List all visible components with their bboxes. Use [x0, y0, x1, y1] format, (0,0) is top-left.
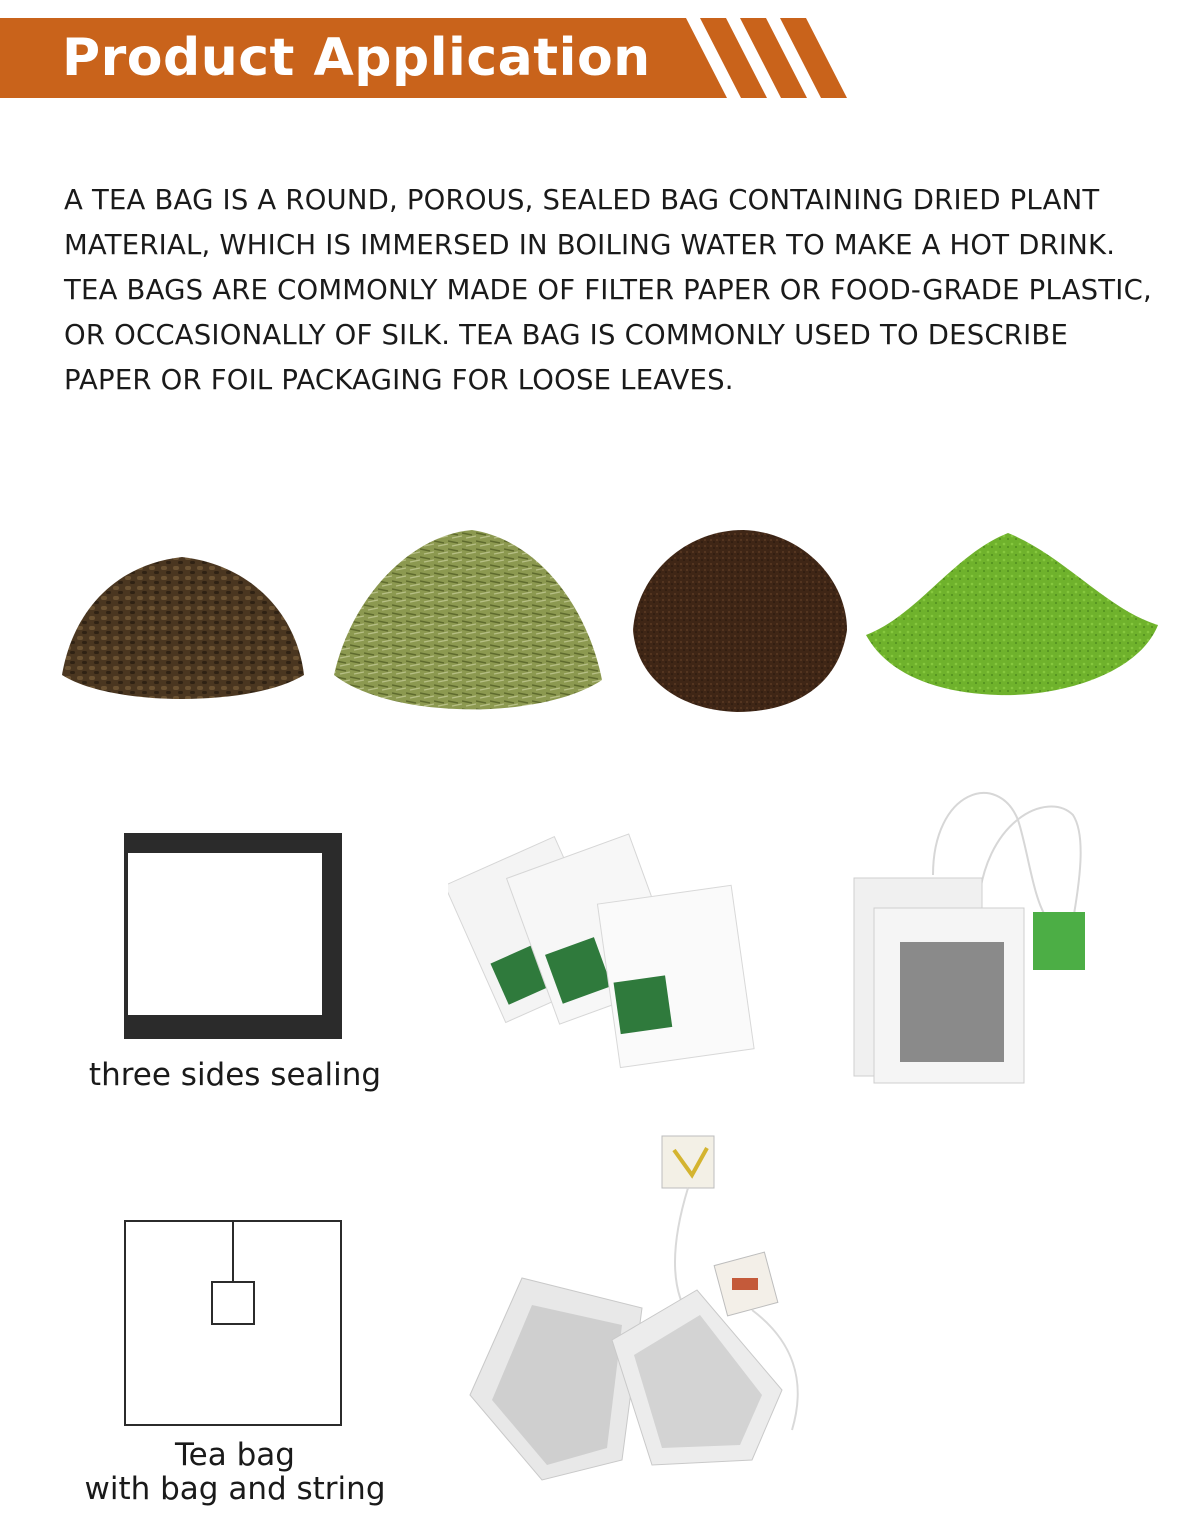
sealed-sachets-image [448, 815, 758, 1075]
tea-bag-caption-line2: with bag and string [84, 1471, 386, 1507]
string-tag-bag-diagram-icon [124, 1220, 342, 1426]
tea-bag-string-caption [60, 1438, 410, 1506]
tea-bag-caption-line1: Tea bag [175, 1437, 295, 1473]
three-side-seal-diagram-icon [124, 833, 342, 1039]
herbal-tea-image [322, 515, 612, 730]
header-banner [0, 18, 860, 98]
three-sides-sealing-caption: three sides sealing [88, 1057, 382, 1093]
black-tea-powder-image [625, 520, 855, 720]
string-tea-bags-image [848, 760, 1093, 1085]
tea-pellets-image [52, 535, 312, 715]
matcha-powder-image [858, 525, 1163, 705]
description-text: A TEA BAG IS A ROUND, POROUS, SEALED BAG CONTAINING DRIED PLANT MATERIAL, WHICH IS IMMERSED IN BOILING WATER TO MAKE A HOT DRINK. TEA BAGS ARE COMMONLY MADE OF FILTER PAPER OR FOOD-GRADE PLASTIC, OR OCCASIONALLY OF SILK. TEA BAG IS COMMONLY USED TO DESCRIBE PAPER OR FOIL PACKAGING FOR LOOSE LEAVES. [64, 184, 1152, 396]
page-title: Product Application [62, 28, 651, 88]
pyramid-tea-bags-image [462, 1130, 822, 1515]
